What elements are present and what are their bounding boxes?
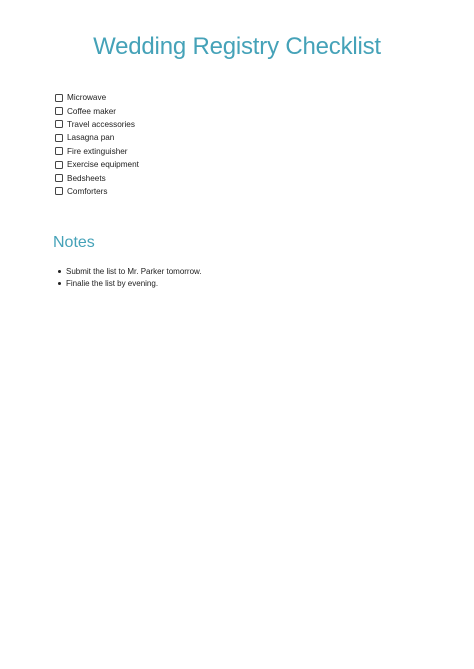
checklist-item-label: Exercise equipment (67, 160, 139, 170)
checklist-item-label: Comforters (67, 186, 108, 196)
checklist-item[interactable] (55, 91, 139, 104)
checklist-item[interactable] (55, 158, 139, 171)
checklist-item[interactable] (55, 145, 139, 158)
checkbox[interactable] (55, 107, 63, 115)
checklist-item-label: Microwave (67, 93, 107, 103)
checklist-item[interactable] (55, 185, 139, 198)
checkbox[interactable] (55, 161, 63, 169)
checkbox[interactable] (55, 120, 63, 128)
checklist-item-label: Lasagna pan (67, 133, 115, 143)
checklist-item-label: Travel accessories (67, 119, 135, 129)
checkbox[interactable] (55, 187, 63, 195)
checklist-item-label: Bedsheets (67, 173, 106, 183)
note-item (58, 265, 202, 277)
notes-heading: Notes (53, 234, 95, 251)
checklist-item[interactable] (55, 104, 139, 117)
checklist-item-label: Fire extinguisher (67, 146, 128, 156)
note-item (58, 277, 202, 289)
bullet-icon (58, 282, 61, 285)
checklist-item[interactable] (55, 171, 139, 184)
notes-list (58, 265, 202, 290)
checklist-item[interactable] (55, 131, 139, 144)
checkbox[interactable] (55, 147, 63, 155)
checkbox[interactable] (55, 94, 63, 102)
page-title: Wedding Registry Checklist (93, 33, 381, 60)
checkbox[interactable] (55, 134, 63, 142)
bullet-icon (58, 270, 61, 273)
registry-checklist (55, 91, 139, 198)
checklist-item-label: Coffee maker (67, 106, 116, 116)
checklist-item[interactable] (55, 118, 139, 131)
checkbox[interactable] (55, 174, 63, 182)
note-text: Submit the list to Mr. Parker tomorrow. (66, 266, 202, 276)
note-text: Finalie the list by evening. (66, 279, 159, 289)
